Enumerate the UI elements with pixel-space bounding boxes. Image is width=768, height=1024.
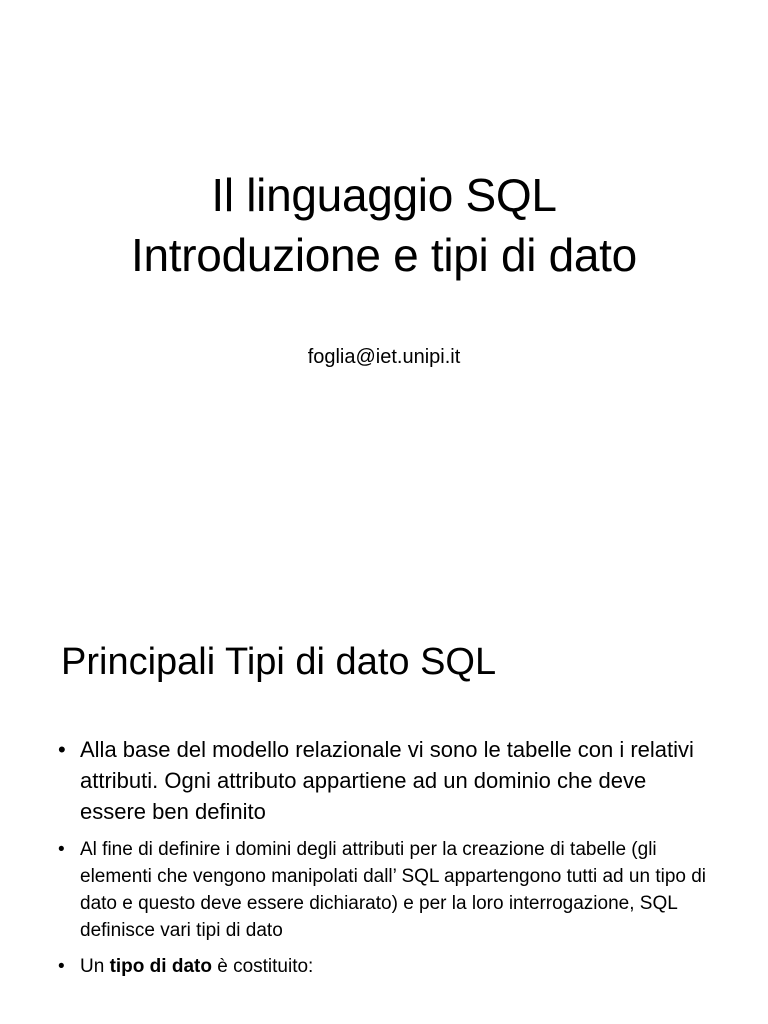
bullet-marker: •: [58, 956, 65, 977]
content-slide: [0, 576, 768, 1024]
title-line-1: Il linguaggio SQL: [211, 169, 557, 221]
bullet-text-prefix: Un: [80, 956, 110, 977]
bullet-list: [58, 734, 718, 980]
slide-heading: Principali Tipi di dato SQL: [61, 641, 497, 683]
bullet-text-suffix: è costituito:: [211, 956, 314, 977]
bullet-text: Alla base del modello relazionale vi sono le tabelle con i relativi attributi. Ogni attributo appartiene ad un dominio che deve essere ben definito: [80, 737, 694, 824]
bullet-marker: •: [58, 839, 65, 860]
bullet-item: [58, 734, 718, 827]
bullet-marker: •: [58, 737, 66, 762]
title-line-2: Introduzione e tipi di dato: [131, 229, 637, 281]
bullet-item: [58, 836, 718, 944]
slide-title: [0, 165, 768, 285]
bullet-item: [58, 953, 718, 980]
author-email: foglia@iet.unipi.it: [307, 346, 461, 368]
bullet-text-bold: tipo di dato: [109, 956, 212, 977]
bullet-text: Al fine di definire i domini degli attributi per la creazione di tabelle (gli elementi che vengono manipolati dall’ SQL appartengono tutti ad un tipo di dato e questo deve essere dichiarato) e per la loro interrogazione, SQL definisce vari tipi di dato: [80, 839, 707, 941]
